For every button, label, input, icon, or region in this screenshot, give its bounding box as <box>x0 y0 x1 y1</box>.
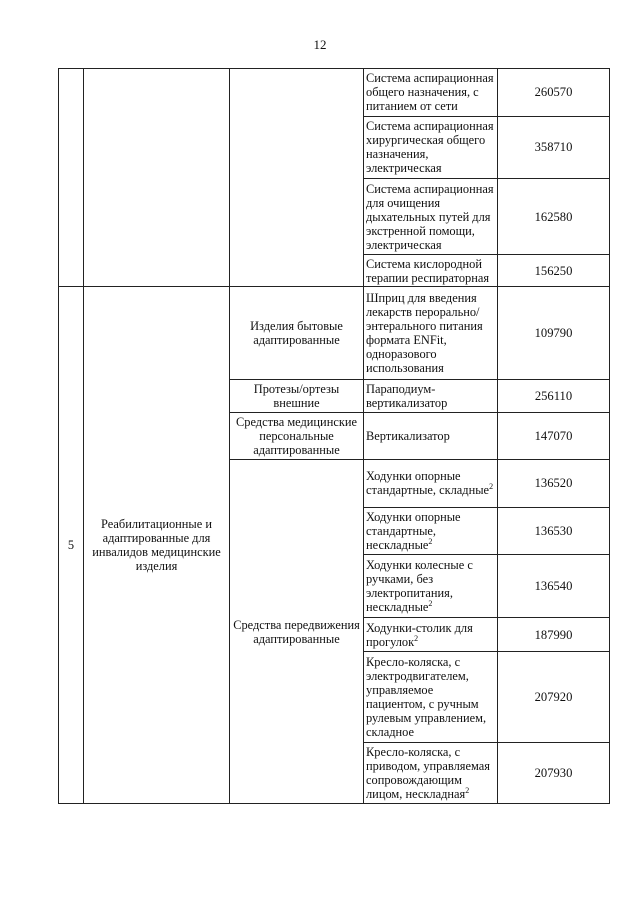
item-name: Вертикализатор <box>364 412 498 460</box>
item-code: 358710 <box>498 116 610 179</box>
item-code: 207930 <box>498 743 610 804</box>
item-code: 207920 <box>498 652 610 743</box>
item-code: 260570 <box>498 69 610 117</box>
group-prostheses: Протезы/ортезы внешние <box>230 380 364 412</box>
item-name: Система аспирационная общего назначения, с питанием от сети <box>364 69 498 117</box>
table-row <box>59 69 610 117</box>
item-name: Ходунки опорные стандартные, складные$^2$ <box>364 460 498 508</box>
item-code: 156250 <box>498 255 610 287</box>
item-code: 136540 <box>498 555 610 618</box>
item-name: Ходунки колесные с ручками, без электропитания, нескладные$^2$ <box>364 555 498 618</box>
item-code: 162580 <box>498 179 610 255</box>
section-number: 5 <box>59 287 84 804</box>
empty-group-cell <box>230 69 364 287</box>
item-name: Система аспирационная хирургическая общего назначения, электрическая <box>364 116 498 179</box>
group-personal: Средства медицинские персональные адаптированные <box>230 412 364 460</box>
group-household: Изделия бытовые адаптированные <box>230 287 364 380</box>
item-name: Шприц для введения лекарств перорально/ энтерального питания формата ENFit, одноразового использования <box>364 287 498 380</box>
item-name: Параподиум-вертикализатор <box>364 380 498 412</box>
table-row <box>59 287 610 380</box>
item-code: 147070 <box>498 412 610 460</box>
item-name: Кресло-коляска, с электродвигателем, управляемое пациентом, с ручным рулевым управлением, складное <box>364 652 498 743</box>
item-name: Кресло-коляска, с приводом, управляемая сопровождающим лицом, нескладная$^2$ <box>364 743 498 804</box>
item-code: 187990 <box>498 617 610 651</box>
group-mobility: Средства передвижения адаптированные <box>230 460 364 804</box>
item-name: Система аспирационная для очищения дыхательных путей для экстренной помощи, электрическая <box>364 179 498 255</box>
item-code: 136530 <box>498 507 610 555</box>
item-code: 256110 <box>498 380 610 412</box>
item-name: Система кислородной терапии респираторная <box>364 255 498 287</box>
item-name: Ходунки-столик для прогулок$^2$ <box>364 617 498 651</box>
empty-number-cell <box>59 69 84 287</box>
page-number: 12 <box>313 37 327 52</box>
empty-category-cell <box>84 69 230 287</box>
item-code: 109790 <box>498 287 610 380</box>
section-category: Реабилитационные и адаптированные для инвалидов медицинские изделия <box>84 287 230 804</box>
item-name: Ходунки опорные стандартные, нескладные$^2$ <box>364 507 498 555</box>
item-code: 136520 <box>498 460 610 508</box>
medical-devices-table <box>58 68 610 804</box>
